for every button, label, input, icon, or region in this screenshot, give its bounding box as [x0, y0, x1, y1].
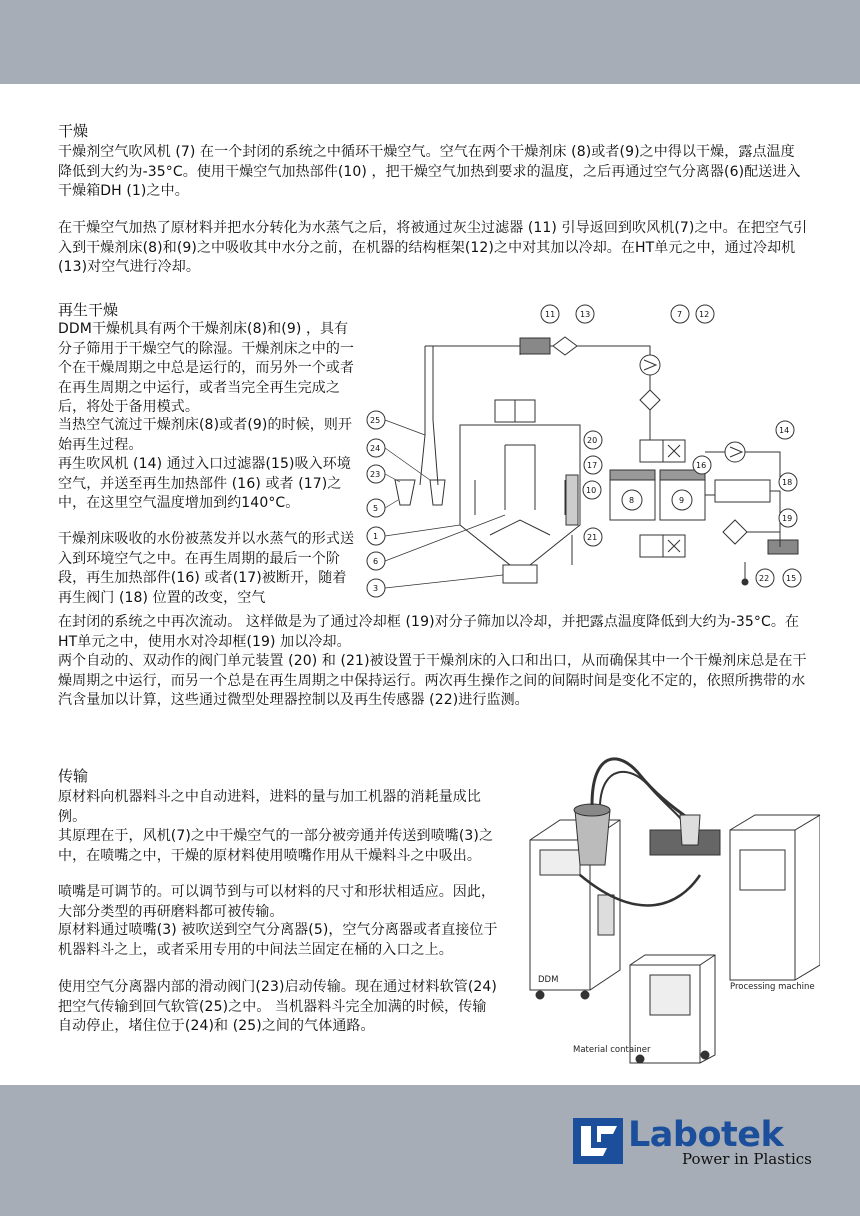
- inlet-filter-15: [768, 540, 798, 554]
- top-band: [0, 0, 860, 84]
- drying-hopper: [460, 425, 580, 565]
- ddm-caption: DDM: [538, 975, 559, 985]
- regeneration-paragraph-4: 干燥剂床吸收的水份被蒸发并以水蒸气的形式送入到环境空气之中。在再生周期的最后一个阶段，再生加热部件(16) 或者(17)被断开，随着再生阀门 (18) 位置的改变，空气: [58, 531, 355, 606]
- callout-6: [367, 552, 385, 570]
- cooling-frame-19: [723, 520, 747, 544]
- svg-text:17: 17: [587, 461, 598, 470]
- svg-text:12: 12: [699, 310, 710, 319]
- logo-wordmark: Labotek: [628, 1115, 784, 1155]
- cooler-12: [640, 390, 660, 410]
- processing-machine: [730, 815, 820, 980]
- conveying-paragraph-2: 其原理在于，风机(7)之中干燥空气的一部分被旁通并传送到喷嘴(3)之中，在喷嘴之中，干燥的原材料使用喷嘴作用从干燥料斗之中吸出。: [58, 828, 494, 864]
- callout-19: [779, 509, 797, 527]
- callout-20: [584, 431, 602, 449]
- conveying-paragraph-5: 使用空气分离器内部的滑动阀门(23)启动传输。现在通过材料软管(24)把空气传输到回气软管(25)之中。 当机器料斗完全加满的时候，传输自动停止，堵住位于(24)和 (25)之间的气体通路。: [58, 979, 497, 1034]
- regeneration-paragraph-1: DDM干燥机具有两个干燥剂床(8)和(9) ，具有分子筛用于干燥空气的除湿。干燥剂床之中的一个在干燥周期之中总是运行的，而另外一个或者在再生周期之中运行，或者当完全再生完成之后，将处于备用模式。: [58, 321, 355, 415]
- callout-14: [776, 421, 794, 439]
- callout-3: [367, 579, 385, 597]
- svg-text:10: 10: [586, 486, 597, 495]
- svg-text:7: 7: [677, 310, 683, 319]
- svg-text:11: 11: [545, 310, 556, 319]
- bed-9-label: 9: [679, 496, 685, 505]
- callout-16: [693, 456, 711, 474]
- svg-text:21: 21: [587, 533, 598, 542]
- conveying-paragraph-4: 原材料通过喷嘴(3) 被吹送到空气分离器(5)，空气分离器或者直接位于机器料斗之上，或者采用专用的中间法兰固定在桶的入口之上。: [58, 922, 498, 958]
- heater-10: [566, 475, 578, 525]
- svg-text:6: 6: [373, 557, 379, 566]
- svg-text:13: 13: [580, 310, 591, 319]
- svg-text:3: 3: [373, 584, 379, 593]
- callout-7: [671, 305, 689, 323]
- processing-machine-caption: Processing machine: [730, 982, 815, 992]
- bed-8-label: 8: [629, 496, 635, 505]
- process-diagram: [360, 300, 810, 600]
- callout-12: [696, 305, 714, 323]
- drying-paragraph-2: 在干燥空气加热了原材料并把水分转化为水蒸气之后，将被通过灰尘过滤器 (11) 引导返回到吹风机(7)之中。在把空气引入到干燥剂床(8)和(9)之中吸收其中水分之前，在机器的结构框架(12)之中对其加以冷却。在HT单元之中，通过冷却机 (13)对空气进行冷却。: [58, 220, 808, 275]
- callout-18: [779, 473, 797, 491]
- callout-25: [367, 411, 385, 429]
- cooler-13: [553, 337, 577, 355]
- svg-text:24: 24: [370, 444, 381, 453]
- callout-22: [756, 569, 774, 587]
- regeneration-paragraph-6: 两个自动的、双动作的阀门单元装置 (20) 和 (21)被设置于干燥剂床的入口和出口，从而确保其中一个干燥剂床总是在干燥周期之中运行，而另一个总是在再生周期之中保持运行。两次再生操作之间的间隔时间是变化不定的，依照所携带的水汽含量加以计算，这些通过微型处理器控制以及再生传感器 (22)进行监测。: [58, 653, 807, 708]
- material-container-caption: Material container: [573, 1045, 651, 1055]
- svg-text:16: 16: [696, 461, 707, 470]
- labotek-logo-icon: [573, 1118, 623, 1164]
- filter-11: [520, 338, 550, 354]
- conveying-paragraph-1: 原材料向机器料斗之中自动进料，进料的量与加工机器的消耗量成比例。: [58, 789, 481, 825]
- svg-text:1: 1: [373, 532, 379, 541]
- regeneration-heading: 再生干燥: [58, 301, 119, 319]
- svg-text:22: 22: [759, 574, 770, 583]
- regeneration-valve-18: [715, 480, 770, 502]
- svg-text:25: 25: [370, 416, 381, 425]
- callout-1: [367, 527, 385, 545]
- drying-paragraph-1: 干燥剂空气吹风机 (7) 在一个封闭的系统之中循环干燥空气。空气在两个干燥剂床 (8)或者(9)之中得以干燥，露点温度降低到大约为-35°C。使用干燥空气加热部件(10) ，把干燥空气加热到要求的温度，之后再通过空气分离器(6)配送进入干燥箱DH (1)之中。: [58, 144, 801, 199]
- regeneration-paragraph-5: 在封闭的系统之中再次流动。 这样做是为了通过冷却框 (19)对分子筛加以冷却，并把露点温度降低到大约为-35°C。在HT单元之中，使用水对冷却框(19) 加以冷却。: [58, 614, 800, 650]
- callout-11: [541, 305, 559, 323]
- callout-5: [367, 499, 385, 517]
- callout-17: [584, 456, 602, 474]
- regeneration-paragraph-2: 当热空气流过干燥剂床(8)或者(9)的时候，则开始再生过程。: [58, 417, 353, 453]
- svg-text:18: 18: [782, 478, 793, 487]
- regeneration-paragraph-3: 再生吹风机 (14) 通过入口过滤器(15)吸入环境空气，并送至再生加热部件 (16) 或者 (17)之中，在这里空气温度增加到约140°C。: [58, 456, 351, 511]
- drying-heading: 干燥: [58, 122, 89, 140]
- callout-24: [367, 439, 385, 457]
- svg-text:23: 23: [370, 470, 381, 479]
- callout-21: [584, 528, 602, 546]
- conveying-paragraph-3: 喷嘴是可调节的。可以调节到与可以材料的尺寸和形状相适应。因此，大部分类型的再研磨料都可被传输。: [58, 884, 496, 920]
- svg-text:20: 20: [587, 436, 598, 445]
- callout-15: [783, 569, 801, 587]
- svg-text:14: 14: [779, 426, 790, 435]
- svg-text:5: 5: [373, 504, 379, 513]
- callout-10: [583, 481, 601, 499]
- callout-13: [576, 305, 594, 323]
- conveying-heading: 传输: [58, 767, 89, 785]
- svg-text:19: 19: [782, 514, 793, 523]
- callout-23: [367, 465, 385, 483]
- machine-illustration: [520, 755, 820, 1065]
- svg-text:15: 15: [786, 574, 797, 583]
- logo-tagline: Power in Plastics: [682, 1150, 812, 1168]
